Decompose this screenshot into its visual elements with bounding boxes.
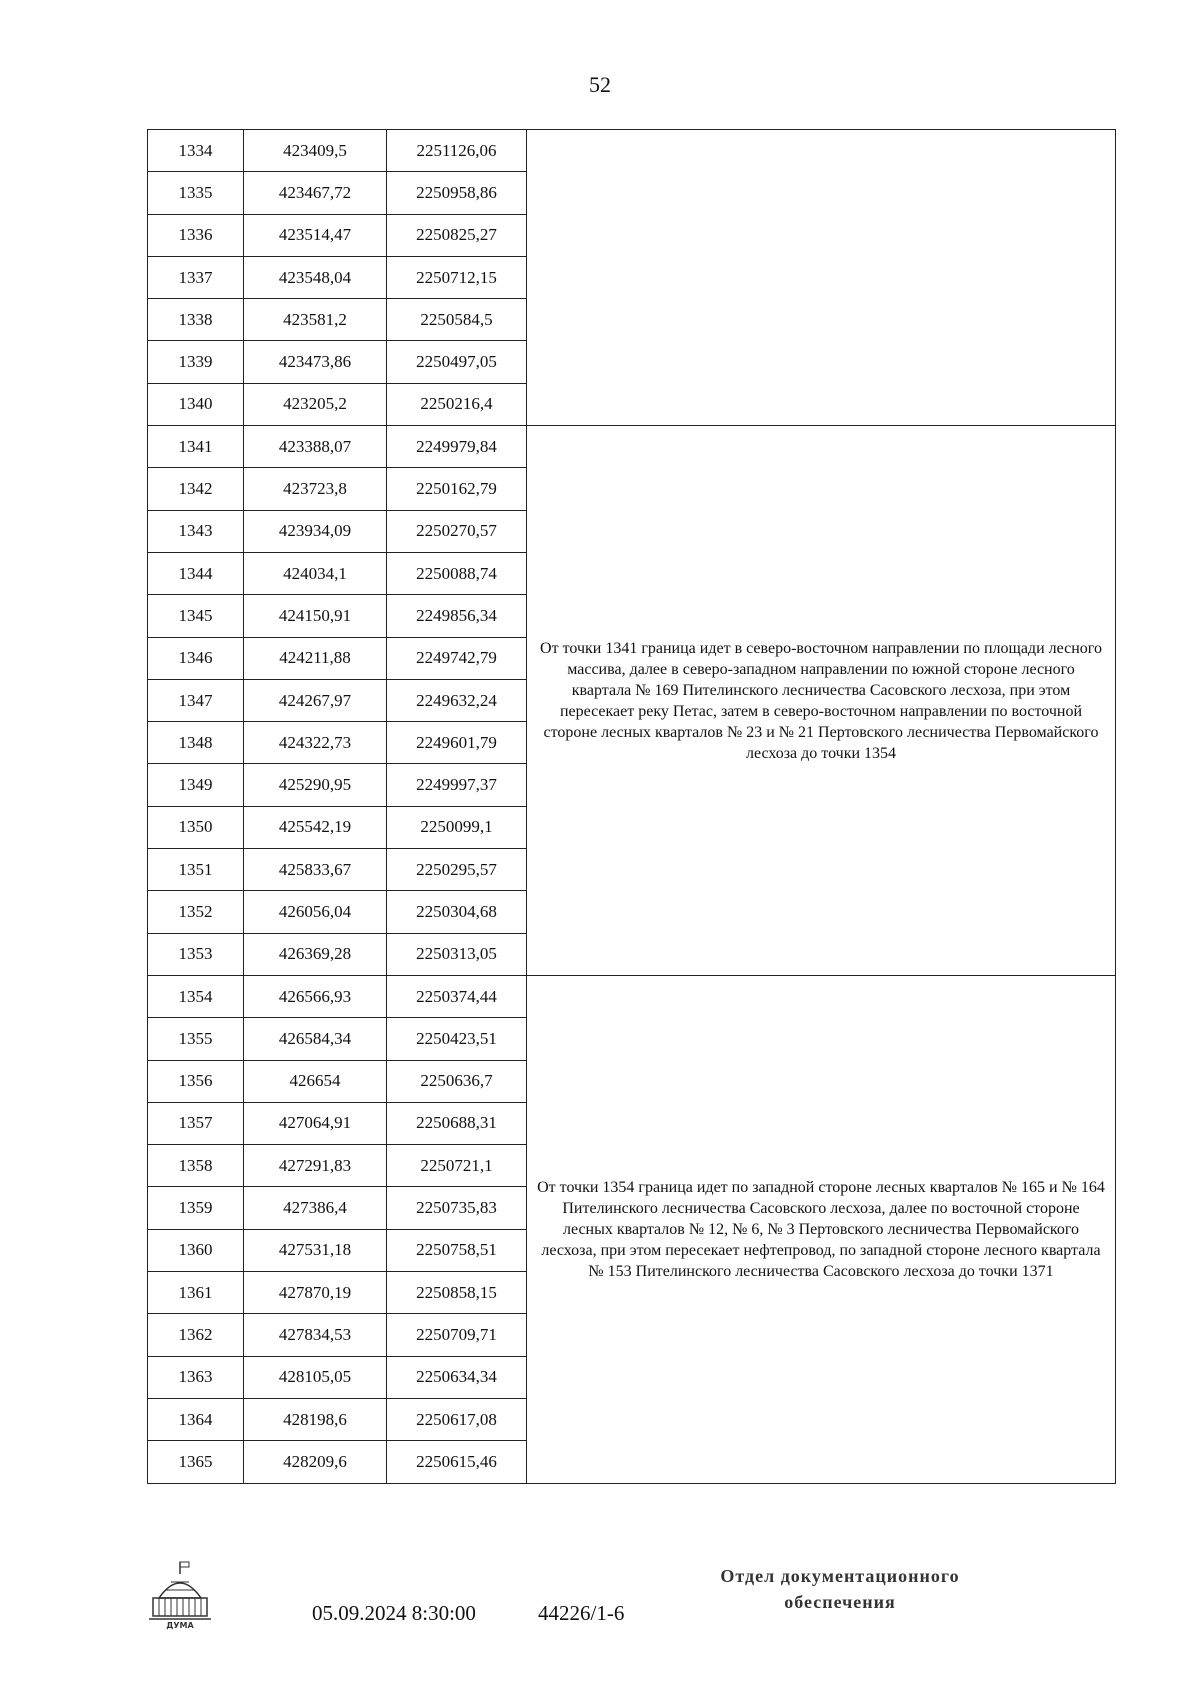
x-coordinate-cell: 423409,5 [244,130,387,172]
x-coordinate-cell: 426056,04 [244,891,387,933]
x-coordinate-cell: 423934,09 [244,510,387,552]
y-coordinate-cell: 2250636,7 [387,1060,527,1102]
point-number-cell: 1342 [148,468,244,510]
x-coordinate-cell: 426566,93 [244,975,387,1017]
x-coordinate-cell: 423548,04 [244,256,387,298]
point-number-cell: 1340 [148,383,244,425]
x-coordinate-cell: 423473,86 [244,341,387,383]
boundary-description-cell: От точки 1354 граница идет по западной стороне лесных кварталов № 165 и № 164 Пителинского лесничества Сасовского лесхоза, далее по восточной стороне лесных кварталов № 12, № 6, № 3 Пертовского лесничества Первомайского лесхоза, при этом пересекает нефтепровод, по западной стороне лесного квартала № 153 Пителинского лесничества Сасовского лесхоза до точки 1371 [527,975,1116,1483]
point-number-cell: 1362 [148,1314,244,1356]
duma-logo-text: ДУМА [166,1621,194,1630]
point-number-cell: 1344 [148,552,244,594]
y-coordinate-cell: 2250304,68 [387,891,527,933]
point-number-cell: 1343 [148,510,244,552]
point-number-cell: 1347 [148,679,244,721]
x-coordinate-cell: 426654 [244,1060,387,1102]
y-coordinate-cell: 2250313,05 [387,933,527,975]
point-number-cell: 1348 [148,722,244,764]
boundary-description-cell [527,130,1116,426]
x-coordinate-cell: 426369,28 [244,933,387,975]
point-number-cell: 1365 [148,1441,244,1483]
page-number: 52 [589,72,611,97]
y-coordinate-cell: 2250712,15 [387,256,527,298]
point-number-cell: 1360 [148,1229,244,1271]
x-coordinate-cell: 423205,2 [244,383,387,425]
point-number-cell: 1335 [148,172,244,214]
y-coordinate-cell: 2250758,51 [387,1229,527,1271]
y-coordinate-cell: 2250735,83 [387,1187,527,1229]
department-stamp: Отдел документационного обеспечения [720,1566,960,1612]
point-number-cell: 1355 [148,1018,244,1060]
y-coordinate-cell: 2251126,06 [387,130,527,172]
y-coordinate-cell: 2250295,57 [387,849,527,891]
x-coordinate-cell: 425290,95 [244,764,387,806]
x-coordinate-cell: 427386,4 [244,1187,387,1229]
point-number-cell: 1361 [148,1272,244,1314]
point-number-cell: 1354 [148,975,244,1017]
footer-doc-number: 44226/1-6 [538,1601,625,1625]
boundary-description-cell: От точки 1341 граница идет в северо-восточном направлении по площади лесного массива, далее в северо-западном направлении по южной стороне лесного квартала № 169 Пителинского лесничества Сасовского лесхоза, при этом пересекает реку Петас, затем в северо-восточном направлении по восточной стороне лесных кварталов № 23 и № 21 Пертовского лесничества Первомайского лесхоза до точки 1354 [527,426,1116,976]
point-number-cell: 1337 [148,256,244,298]
point-number-cell: 1350 [148,806,244,848]
y-coordinate-cell: 2250162,79 [387,468,527,510]
duma-logo [145,1560,215,1630]
point-number-cell: 1358 [148,1145,244,1187]
table-row [148,426,1116,468]
point-number-cell: 1356 [148,1060,244,1102]
point-number-cell: 1334 [148,130,244,172]
x-coordinate-cell: 426584,34 [244,1018,387,1060]
y-coordinate-cell: 2250584,5 [387,299,527,341]
x-coordinate-cell: 427834,53 [244,1314,387,1356]
y-coordinate-cell: 2250216,4 [387,383,527,425]
point-number-cell: 1346 [148,637,244,679]
y-coordinate-cell: 2250958,86 [387,172,527,214]
point-number-cell: 1345 [148,595,244,637]
y-coordinate-cell: 2250721,1 [387,1145,527,1187]
coordinates-table [147,129,1116,1484]
x-coordinate-cell: 427531,18 [244,1229,387,1271]
y-coordinate-cell: 2250099,1 [387,806,527,848]
table-row [148,130,1116,172]
point-number-cell: 1363 [148,1356,244,1398]
point-number-cell: 1357 [148,1102,244,1144]
y-coordinate-cell: 2250688,31 [387,1102,527,1144]
table-row [148,975,1116,1017]
point-number-cell: 1336 [148,214,244,256]
y-coordinate-cell: 2250709,71 [387,1314,527,1356]
x-coordinate-cell: 423467,72 [244,172,387,214]
point-number-cell: 1341 [148,426,244,468]
y-coordinate-cell: 2250615,46 [387,1441,527,1483]
x-coordinate-cell: 428209,6 [244,1441,387,1483]
point-number-cell: 1338 [148,299,244,341]
y-coordinate-cell: 2249601,79 [387,722,527,764]
y-coordinate-cell: 2249856,34 [387,595,527,637]
x-coordinate-cell: 427870,19 [244,1272,387,1314]
y-coordinate-cell: 2250617,08 [387,1398,527,1440]
y-coordinate-cell: 2250088,74 [387,552,527,594]
x-coordinate-cell: 423723,8 [244,468,387,510]
footer-datetime: 05.09.2024 8:30:00 [312,1601,476,1625]
y-coordinate-cell: 2249742,79 [387,637,527,679]
x-coordinate-cell: 427064,91 [244,1102,387,1144]
y-coordinate-cell: 2250423,51 [387,1018,527,1060]
x-coordinate-cell: 428198,6 [244,1398,387,1440]
point-number-cell: 1353 [148,933,244,975]
point-number-cell: 1339 [148,341,244,383]
x-coordinate-cell: 428105,05 [244,1356,387,1398]
y-coordinate-cell: 2249979,84 [387,426,527,468]
x-coordinate-cell: 427291,83 [244,1145,387,1187]
x-coordinate-cell: 424322,73 [244,722,387,764]
point-number-cell: 1349 [148,764,244,806]
y-coordinate-cell: 2249997,37 [387,764,527,806]
x-coordinate-cell: 424150,91 [244,595,387,637]
y-coordinate-cell: 2250634,34 [387,1356,527,1398]
x-coordinate-cell: 424034,1 [244,552,387,594]
x-coordinate-cell: 424267,97 [244,679,387,721]
x-coordinate-cell: 424211,88 [244,637,387,679]
x-coordinate-cell: 425542,19 [244,806,387,848]
point-number-cell: 1364 [148,1398,244,1440]
y-coordinate-cell: 2250825,27 [387,214,527,256]
y-coordinate-cell: 2250497,05 [387,341,527,383]
y-coordinate-cell: 2250374,44 [387,975,527,1017]
x-coordinate-cell: 425833,67 [244,849,387,891]
point-number-cell: 1351 [148,849,244,891]
x-coordinate-cell: 423514,47 [244,214,387,256]
x-coordinate-cell: 423581,2 [244,299,387,341]
y-coordinate-cell: 2250270,57 [387,510,527,552]
y-coordinate-cell: 2249632,24 [387,679,527,721]
y-coordinate-cell: 2250858,15 [387,1272,527,1314]
point-number-cell: 1352 [148,891,244,933]
x-coordinate-cell: 423388,07 [244,426,387,468]
point-number-cell: 1359 [148,1187,244,1229]
